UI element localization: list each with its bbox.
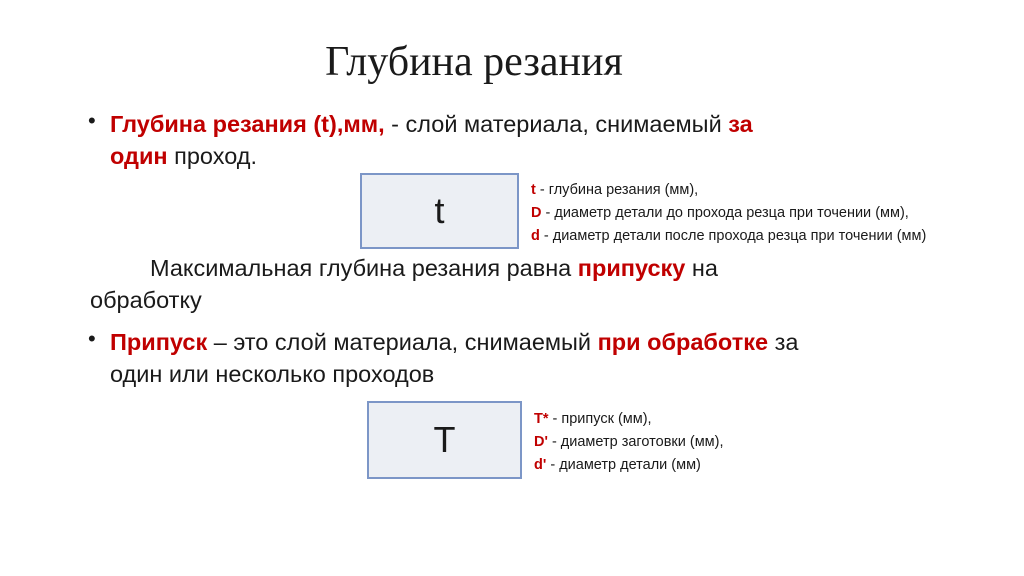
bullet1-emphasis-a: за xyxy=(728,111,753,137)
bullet-marker: • xyxy=(88,326,96,351)
symbol-t: t xyxy=(434,190,445,231)
middle-text-end: на xyxy=(685,255,718,281)
bullet-marker: • xyxy=(88,108,96,133)
legend-symbol: T* xyxy=(534,411,549,427)
symbol-box-T xyxy=(367,401,522,479)
legend-symbol: D xyxy=(531,205,542,221)
slide-title: Глубина резания xyxy=(325,39,623,85)
legend-symbol: d' xyxy=(534,457,547,473)
legend-text: - диаметр детали до прохода резца при точении (мм), xyxy=(541,205,909,221)
legend-item xyxy=(531,179,926,202)
legend-item xyxy=(531,202,926,225)
legend-symbol: t xyxy=(531,182,536,198)
bullet2-text-end: за xyxy=(768,329,799,355)
legend-text: - диаметр детали после прохода резца при точении (мм) xyxy=(539,228,927,244)
legend-symbol: d xyxy=(531,228,540,244)
bullet-paragraph-depth xyxy=(110,108,890,172)
bullet1-emphasis-b: один xyxy=(110,143,168,169)
middle-line2: обработку xyxy=(90,287,202,313)
symbol-T: T xyxy=(433,419,456,460)
term-allowance: Припуск xyxy=(110,329,208,355)
bullet2-emphasis: при обработке xyxy=(597,329,769,355)
bullet-paragraph-allowance xyxy=(110,326,910,390)
paragraph-max-depth xyxy=(90,252,890,316)
bullet2-text: – это слой материала, снимаемый xyxy=(207,329,598,355)
legend-symbol: D' xyxy=(534,434,548,450)
legend-text: - припуск (мм), xyxy=(548,411,652,427)
legend-item xyxy=(531,225,926,248)
term-depth-of-cut: Глубина резания (t),мм, xyxy=(110,111,385,137)
bullet2-line2: один или несколько проходов xyxy=(110,361,435,387)
term-allowance-emphasis: припуску xyxy=(577,255,686,281)
legend-item xyxy=(534,454,724,477)
legend-text: - глубина резания (мм), xyxy=(535,182,699,198)
bullet1-text: - слой материала, снимаемый xyxy=(384,111,729,137)
symbol-box-t xyxy=(360,173,519,249)
middle-text: Максимальная глубина резания равна xyxy=(150,255,578,281)
bullet1-text-end: проход. xyxy=(167,143,258,169)
legend-depth xyxy=(531,179,926,248)
legend-text: - диаметр заготовки (мм), xyxy=(547,434,724,450)
legend-item xyxy=(534,408,724,431)
legend-text: - диаметр детали (мм) xyxy=(546,457,701,473)
legend-item xyxy=(534,431,724,454)
legend-allowance xyxy=(534,408,724,477)
